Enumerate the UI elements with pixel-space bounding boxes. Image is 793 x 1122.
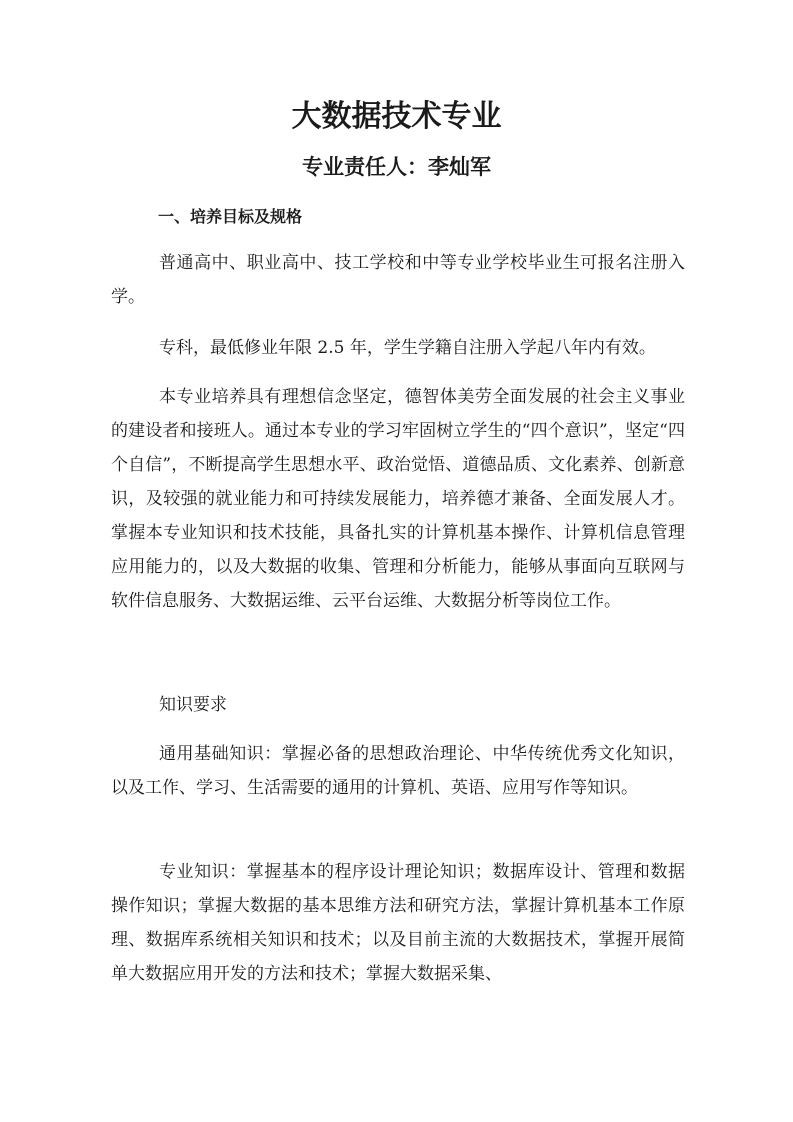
responsible-person: 专业责任人：李灿军	[302, 154, 491, 179]
paragraph-study-duration: 专科，最低修业年限 2.5 年，学生学籍自注册入学起八年内有效。	[159, 338, 656, 358]
paragraph-professional-knowledge: 专业知识：掌握基本的程序设计理论知识；数据库设计、管理和数据操作知识；掌握大数据的基本思维方法和研究方法，掌握计算机基本工作原理、数据库系统相关知识和技术；以及目前主流的大数据技术，掌握开展简单大数据应用开发的方法和技术；掌握大数据采集、	[111, 862, 685, 984]
paragraph-training-objective: 本专业培养具有理想信念坚定，德智体美劳全面发展的社会主义事业的建设者和接班人。通过本专业的学习牢固树立学生的“四个意识”，坚定“四个自信”，不断提高学生思想水平、政治觉悟、道德品质、文化素养、创新意识，及较强的就业能力和可持续发展能力，培养德才兼备、全面发展人才。掌握本专业知识和技术技能，具备扎实的计算机基本操作、计算机信息管理应用能力的，以及大数据的收集、管理和分析能力，能够从事面向互联网与软件信息服务、大数据运维、云平台运维、大数据分析等岗位工作。	[111, 387, 685, 611]
paragraph-enrollment: 普通高中、职业高中、技工学校和中等专业学校毕业生可报名注册入学。	[111, 253, 685, 307]
page-title: 大数据技术专业	[291, 99, 502, 134]
paragraph-knowledge-requirements: 知识要求	[159, 695, 227, 715]
paragraph-general-knowledge: 通用基础知识：掌握必备的思想政治理论、中华传统优秀文化知识，以及工作、学习、生活需要的通用的计算机、英语、应用写作等知识。	[111, 744, 685, 798]
section-heading: 一、培养目标及规格	[158, 207, 303, 226]
